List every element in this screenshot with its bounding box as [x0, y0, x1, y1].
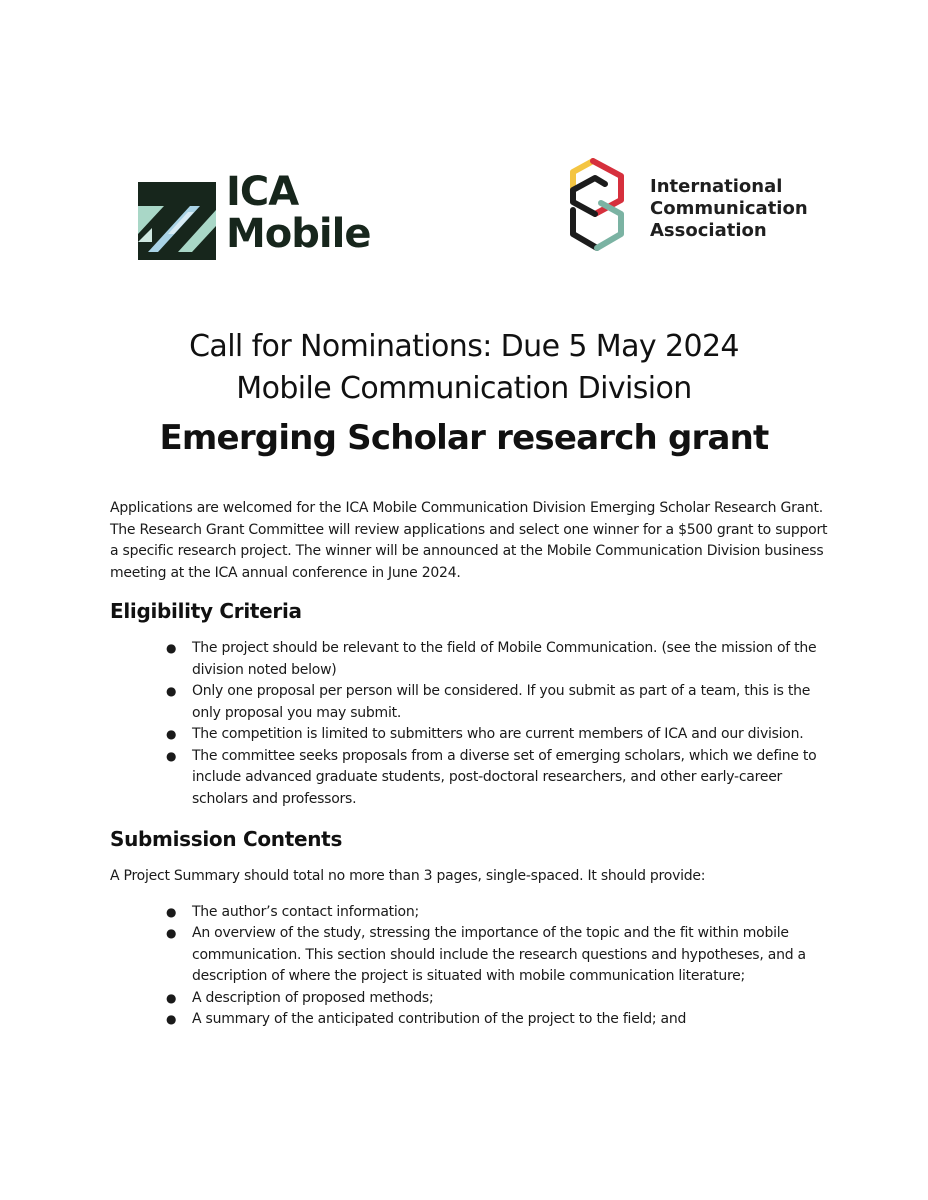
eligibility-item-text: Only one proposal per person will be considered. If you submit as part of a team, this is the only proposal you may submit.: [192, 683, 811, 721]
list-item: [166, 681, 830, 724]
ica-association-name: [650, 176, 808, 242]
intro-paragraph: Applications are welcomed for the ICA Mobile Communication Division Emerging Scholar Research Grant. The Research Grant Committee will review applications and select one winner for a $500 grant to support a specific research project. The winner will be announced at the Mobile Communication Division business meeting at the ICA annual conference in June 2024.: [110, 500, 828, 581]
submission-heading: Submission Contents: [110, 827, 343, 851]
division-name-line: Mobile Communication Division: [236, 371, 692, 406]
list-item: [166, 724, 830, 746]
bullet-icon: ●: [166, 641, 177, 655]
eligibility-item-text: The competition is limited to submitters who are current members of ICA and our division.: [192, 726, 804, 742]
ica-name-line2: Communication: [650, 198, 808, 219]
ica-hexagon-icon: [565, 158, 629, 258]
bullet-icon: ●: [166, 684, 177, 698]
bullet-icon: ●: [166, 727, 177, 741]
list-item: [166, 902, 830, 924]
call-for-nominations-line: Call for Nominations: Due 5 May 2024: [189, 329, 739, 364]
ica-mobile-wordmark-line1: ICA: [226, 169, 299, 215]
ica-name-line1: International: [650, 176, 783, 197]
submission-item-text: A description of proposed methods;: [192, 989, 434, 1006]
page-title: Emerging Scholar research grant: [159, 418, 769, 458]
ica-association-logo: [565, 158, 825, 258]
eligibility-heading: Eligibility Criteria: [110, 599, 302, 623]
bullet-icon: ●: [166, 904, 177, 919]
main-content: [110, 498, 830, 1031]
ica-name-line3: Association: [650, 220, 767, 241]
list-item: [166, 1009, 830, 1031]
ica-mobile-wordmark: [226, 169, 371, 257]
bullet-icon: ●: [166, 1012, 177, 1026]
list-item: [166, 923, 830, 988]
ica-mobile-logo: [138, 169, 408, 262]
bullet-icon: ●: [166, 990, 177, 1005]
list-item: [166, 746, 830, 811]
submission-item-text: A summary of the anticipated contribution of the project to the field; and: [192, 1011, 687, 1027]
eligibility-item-text: The committee seeks proposals from a diverse set of emerging scholars, which we define to include advanced graduate students, post-doctoral researchers, and other early-career scholars and professors.: [192, 747, 817, 807]
list-item: [166, 638, 830, 681]
eligibility-item-text: The project should be relevant to the field of Mobile Communication. (see the mission of the division noted below): [192, 640, 817, 678]
eligibility-list: [110, 638, 830, 810]
submission-list: [110, 902, 830, 1031]
bullet-icon: ●: [166, 748, 177, 763]
submission-item-text: An overview of the study, stressing the importance of the topic and the fit within mobile communication. This section should include the research questions and hypotheses, and a description of where the project is situated with mobile communication literature;: [192, 925, 806, 984]
list-item: [166, 988, 830, 1010]
ica-mobile-wordmark-line2: Mobile: [226, 211, 371, 257]
title-block: [0, 326, 928, 466]
ica-mobile-mark-icon: [138, 182, 216, 260]
bullet-icon: ●: [166, 926, 177, 940]
submission-intro: A Project Summary should total no more than 3 pages, single-spaced. It should provide:: [110, 868, 706, 884]
submission-item-text: The author’s contact information;: [192, 903, 419, 920]
